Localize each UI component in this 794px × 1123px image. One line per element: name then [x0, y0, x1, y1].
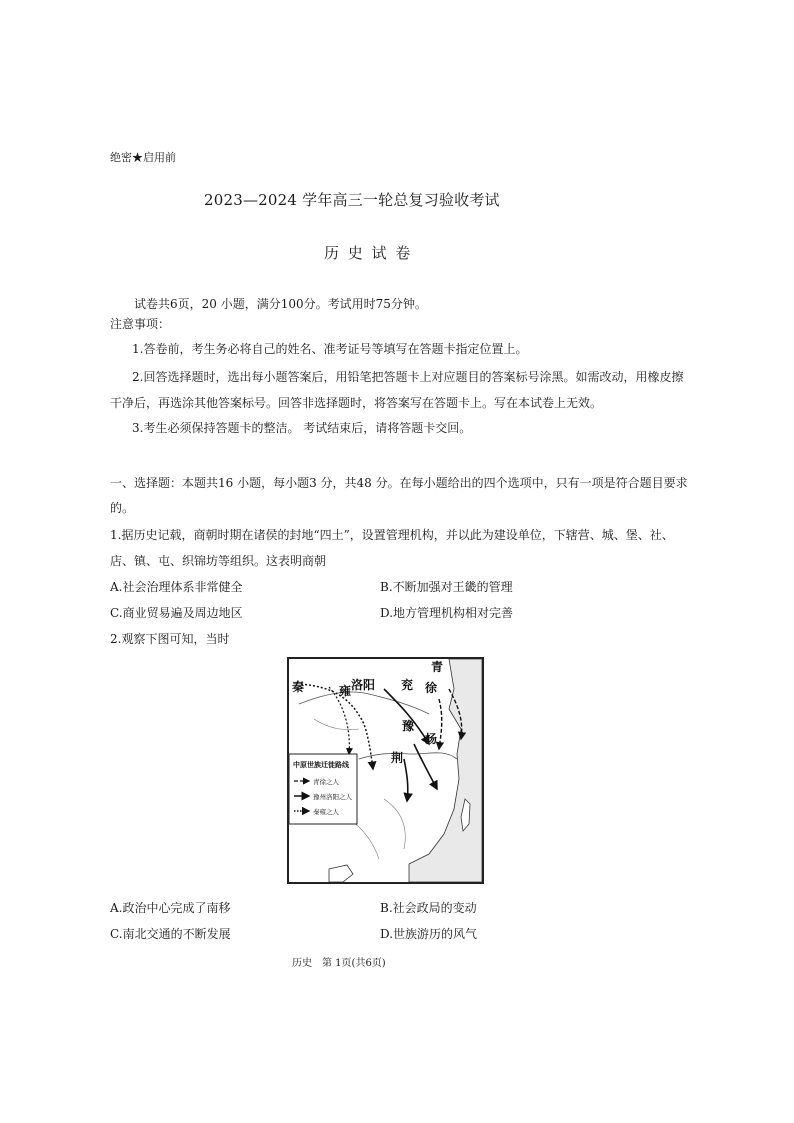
exam-title: 2023—2024 学年高三一轮总复习验收考试	[204, 191, 500, 209]
hainan-island	[329, 865, 353, 882]
place-luoyang: 洛阳	[351, 678, 376, 692]
notice-item-2-line-1: 2.回答选择题时，选出每小题答案后，用铅笔把答题卡上对应题目的答案标号涂黑。如需改动，用橡皮擦	[132, 370, 684, 384]
q2-option-b: B.社会政局的变动	[380, 901, 477, 915]
section-intro-line-2: 的。	[110, 501, 135, 515]
exam-summary: 试卷共6页，20 小题，满分100分。考试用时75分钟。	[134, 297, 427, 311]
notice-heading: 注意事项：	[110, 317, 171, 331]
place-yang: 扬	[425, 732, 438, 746]
river-branch-1	[384, 799, 405, 849]
confidential-mark: 绝密★启用前	[110, 151, 176, 164]
legend-item-2: 豫州洛阳之人	[313, 793, 352, 801]
place-qin: 秦	[292, 680, 305, 694]
sea-area	[409, 659, 482, 882]
section-intro-line-1: 一、选择题：本题共16 小题，每小题3 分，共48 分。在每小题给出的四个选项中，只有一项是符合题目要求	[110, 476, 688, 490]
place-yong: 雍	[339, 684, 352, 698]
notice-item-1: 1.答卷前，考生务必将自己的姓名、准考证号等填写在答题卡指定位置上。	[132, 342, 528, 356]
route-yuzhou-luoyang-2	[414, 744, 437, 789]
legend-item-3: 秦雍之人	[313, 808, 339, 816]
q1-option-d: D.地方管理机构相对完善	[380, 606, 514, 620]
route-yuzhou-luoyang-1	[384, 689, 429, 744]
q2-option-d: D.世族游历的风气	[380, 927, 478, 941]
legend-item-1: 青徐之人	[313, 778, 339, 786]
q1-option-a: A.社会治理体系非常健全	[110, 580, 243, 594]
page-footer: 历史 第 1页(共6页)	[292, 958, 386, 969]
q1-option-b: B.不断加强对王畿的管理	[380, 580, 513, 594]
q1-stem-line-2: 店、镇、屯、织锦坊等组织。这表明商朝	[110, 554, 327, 568]
place-yu: 豫	[402, 719, 415, 733]
place-qing: 青	[431, 660, 444, 674]
yangtze-river	[359, 753, 457, 759]
route-yuzhou-luoyang-3	[404, 759, 408, 801]
notice-item-2-line-2: 干净后，再选涂其他答案标号。回答非选择题时，将答案写在答题卡上。写在本试卷上无效。	[110, 396, 603, 410]
route-qingxu-2	[439, 699, 442, 749]
migration-map	[287, 657, 484, 884]
river-branch-2	[349, 819, 379, 859]
place-jing: 荆	[391, 751, 404, 765]
notice-item-3: 3.考生必须保持答题卡的整洁。 考试结束后，请将答题卡交回。	[132, 421, 472, 435]
q1-stem-line-1: 1.据历史记载，商朝时期在诸侯的封地“四土”，设置管理机构，并以此为建设单位，下辖营、城、堡、社、	[110, 528, 674, 542]
q1-option-c: C.商业贸易遍及周边地区	[110, 606, 243, 620]
q2-stem: 2.观察下图可知，当时	[110, 632, 230, 646]
place-xu: 徐	[425, 681, 438, 695]
exam-subtitle: 历 史 试 卷	[324, 244, 413, 262]
yellow-river	[299, 692, 429, 714]
legend-title: 中原世族迁徙路线	[293, 761, 349, 769]
q2-option-c: C.南北交通的不断发展	[110, 927, 231, 941]
q2-option-a: A.政治中心完成了南移	[110, 901, 231, 915]
river-branch-3	[314, 719, 359, 730]
place-yan: 兖	[401, 678, 414, 692]
